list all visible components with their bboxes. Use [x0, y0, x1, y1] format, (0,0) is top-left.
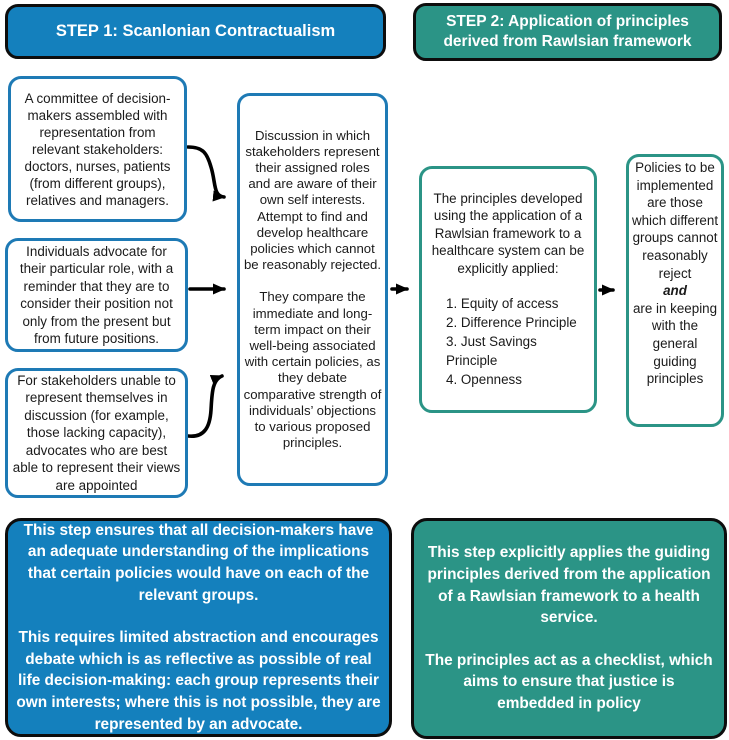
committee-box	[8, 76, 187, 222]
policies-box	[626, 154, 724, 427]
discussion-box-paragraph-1: Discussion in which stakeholders represent their assigned roles and are aware of their own self interests. Attempt to find and develop healthcare policies which cannot be reasonably rejected.	[243, 127, 382, 273]
discussion-box-paragraph-2: They compare the immediate and long-term impact on their well-being associated with certain policies, as they debate comparative strength of individuals’ objections to various proposed principles.	[243, 289, 382, 451]
step2-header-label: STEP 2: Application of principles derived from Rawlsian framework	[443, 13, 692, 50]
principles-list-item-2: 2. Difference Principle	[446, 315, 577, 331]
individuals-box-text: Individuals advocate for their particular role, with a reminder that they are to consider their position not only from the present but from future positions.	[19, 243, 174, 346]
step2-header	[413, 3, 722, 61]
principles-box	[419, 166, 597, 413]
step1-summary-box	[5, 518, 392, 737]
advocates-box	[5, 368, 188, 498]
discussion-box	[237, 93, 388, 486]
principles-list-item-1: 1. Equity of access	[446, 296, 559, 312]
arrow-advocates-to-discussion	[188, 376, 222, 436]
step2-summary-paragraph-1: This step explicitly applies the guiding principles derived from the application of a Rawlsian framework to a health service.	[427, 544, 711, 627]
step1-summary-paragraph-2: This requires limited abstraction and encourages debate which is as reflective as possible of real life decision-making: each group represents their own interests; where this is not possible, they are represented by an advocate.	[16, 629, 381, 733]
step1-header-label: STEP 1: Scanlonian Contractualism	[55, 22, 336, 40]
arrow-committee-to-discussion	[188, 147, 224, 197]
committee-box-text: A committee of decision-makers assembled with representation from relevant stakeholders: doctors, nurses, patients (from different groups), relatives and managers.	[24, 90, 171, 208]
step1-header	[5, 4, 386, 59]
step2-summary-paragraph-2: The principles act as a checklist, which aims to ensure that justice is embedded in policy	[425, 651, 713, 712]
advocates-box-text: For stakeholders unable to represent themselves in discussion (for example, those lacking capacity), advocates who are best able to represent their views are appointed	[12, 372, 181, 493]
principles-list	[430, 294, 586, 389]
policies-box-part2: are in keeping with the general guiding principles	[632, 300, 718, 387]
policies-box-text	[630, 159, 720, 388]
principles-box-intro: The principles developed using the application of a Rawlsian framework to a healthcare system can be explicitly applied:	[431, 190, 585, 276]
step2-summary-box	[411, 518, 727, 739]
principles-list-item-4: 4. Openness	[446, 372, 522, 388]
step1-summary-paragraph-1: This step ensures that all decision-makers have an adequate understanding of the implications that certain policies would have on each of the relevant groups.	[23, 521, 374, 604]
policies-box-and: and	[663, 283, 687, 299]
principles-list-item-3: 3. Just Savings Principle	[446, 334, 537, 369]
individuals-box	[5, 238, 188, 352]
policies-box-part1: Policies to be implemented are those which different groups cannot reasonably reject	[631, 160, 719, 281]
